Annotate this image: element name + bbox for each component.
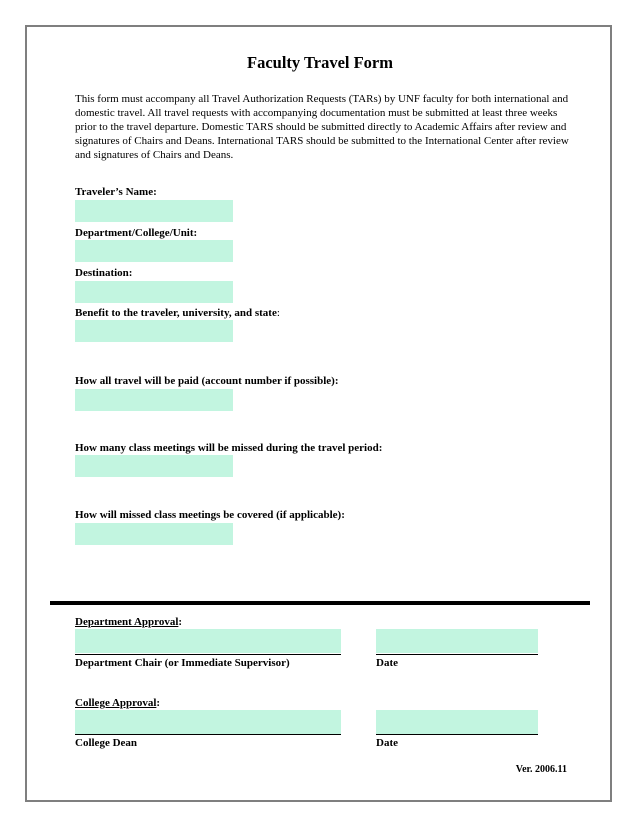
- college-dean-caption: College Dean: [75, 737, 138, 749]
- college-dean-signature-line: [75, 734, 341, 735]
- travelers-name-field[interactable]: [75, 200, 233, 222]
- missed-meetings-label: How many class meetings will be missed during the travel period:: [75, 442, 383, 454]
- travelers-name-label: Traveler’s Name:: [75, 186, 157, 198]
- destination-label: Destination:: [75, 267, 133, 279]
- department-approval-heading: [75, 616, 182, 628]
- benefit-label-colon: :: [276, 307, 280, 319]
- department-date-caption: Date: [376, 657, 398, 669]
- payment-field[interactable]: [75, 389, 233, 411]
- college-dean-signature-field[interactable]: [75, 710, 341, 734]
- benefit-label: [75, 307, 280, 319]
- benefit-label-text: Benefit to the traveler, university, and state: [75, 307, 277, 319]
- destination-field[interactable]: [75, 281, 233, 303]
- section-divider: [50, 601, 590, 605]
- missed-meetings-field[interactable]: [75, 455, 233, 477]
- payment-label: How all travel will be paid (account number if possible):: [75, 375, 339, 387]
- college-approval-date-line: [376, 734, 538, 735]
- coverage-field[interactable]: [75, 523, 233, 545]
- department-field[interactable]: [75, 240, 233, 262]
- department-approval-heading-text: Department Approval: [75, 616, 179, 628]
- form-instructions: This form must accompany all Travel Authorization Requests (TARs) by UNF faculty for both international and domestic travel. All travel requests with accompanying documentation must be submitted at least three weeks prior to the travel departure. Domestic TARS should be submitted directly to Academic Affairs after review and signatures of Chairs and Deans. International TARS should be submitted to the International Center after review and signatures of Chairs and Deans.: [75, 93, 569, 161]
- department-approval-date-line: [376, 654, 538, 655]
- benefit-field[interactable]: [75, 320, 233, 342]
- department-chair-signature-line: [75, 654, 341, 655]
- department-approval-date-field[interactable]: [376, 629, 538, 653]
- college-date-caption: Date: [376, 737, 398, 749]
- form-title: Faculty Travel Form: [246, 53, 394, 72]
- version-label: Ver. 2006.11: [515, 764, 567, 775]
- college-approval-heading-colon: :: [156, 697, 161, 709]
- department-label: Department/College/Unit:: [75, 227, 198, 239]
- college-approval-date-field[interactable]: [376, 710, 538, 734]
- department-chair-signature-field[interactable]: [75, 629, 341, 653]
- coverage-label: How will missed class meetings be covered (if applicable):: [75, 509, 345, 521]
- department-approval-heading-colon: :: [178, 616, 183, 628]
- department-chair-caption: Department Chair (or Immediate Supervisor): [75, 657, 290, 669]
- college-approval-heading-text: College Approval: [75, 697, 157, 709]
- college-approval-heading: [75, 697, 160, 709]
